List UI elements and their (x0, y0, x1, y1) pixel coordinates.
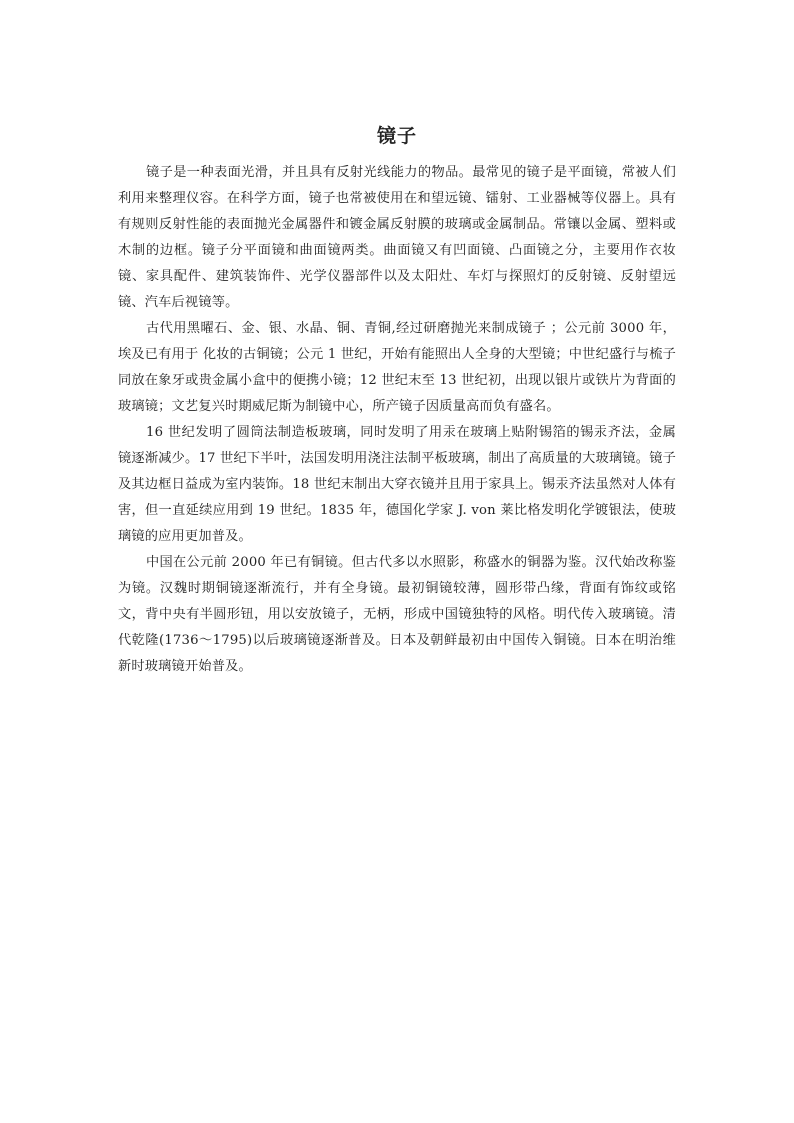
paragraph-ancient-history: 古代用黑曜石、金、银、水晶、铜、青铜,经过研磨抛光来制成镜子 ；公元前 3000 年，埃及已有用于 化妆的古铜镜；公元 1 世纪，开始有能照出人全身的大型镜；中世纪盛行与梳子同放在象牙或贵金属小盒中的便携小镜；12 世纪末至 13 世纪初，出现以银片或铁片为背面的玻璃镜；文艺复兴时期威尼斯为制镜中心，所产镜子因质量高而负有盛名。 (118, 321, 676, 414)
document-title: 镜子 (376, 125, 417, 147)
document-content (118, 122, 676, 680)
paragraph-china-history: 中国在公元前 2000 年已有铜镜。但古代多以水照影，称盛水的铜器为鉴。汉代始改称鉴为镜。汉魏时期铜镜逐渐流行，并有全身镜。最初铜镜较薄，圆形带凸缘，背面有饰纹或铭文，背中央有半圆形钮，用以安放镜子，无柄，形成中国镜独特的风格。明代传入玻璃镜。清代乾隆(1736～1795)以后玻璃镜逐渐普及。日本及朝鲜最初由中国传入铜镜。日本在明治维新时玻璃镜开始普及。 (118, 555, 676, 674)
paragraph-definition: 镜子是一种表面光滑，并且具有反射光线能力的物品。最常见的镜子是平面镜，常被人们利用来整理仪容。在科学方面，镜子也常被使用在和望远镜、镭射、工业器械等仪器上。具有有规则反射性能的表面抛光金属器件和镀金属反射膜的玻璃或金属制品。常镶以金属、塑料或木制的边框。镜子分平面镜和曲面镜两类。曲面镜又有凹面镜、凸面镜之分，主要用作衣妆镜、家具配件、建筑装饰件、光学仪器部件以及太阳灶、车灯与探照灯的反射镜、反射望远镜、汽车后视镜等。 (118, 165, 676, 310)
paragraph-glass-mirror-history: 16 世纪发明了圆筒法制造板玻璃，同时发明了用汞在玻璃上贴附锡箔的锡汞齐法，金属镜逐渐减少。17 世纪下半叶，法国发明用浇注法制平板玻璃，制出了高质量的大玻璃镜。镜子及其边框日益成为室内装饰。18 世纪末制出大穿衣镜并且用于家具上。锡汞齐法虽然对人体有害，但一直延续应用到 19 世纪。1835 年，德国化学家 J. von 莱比格发明化学镀银法，使玻璃镜的应用更加普及。 (118, 425, 676, 544)
